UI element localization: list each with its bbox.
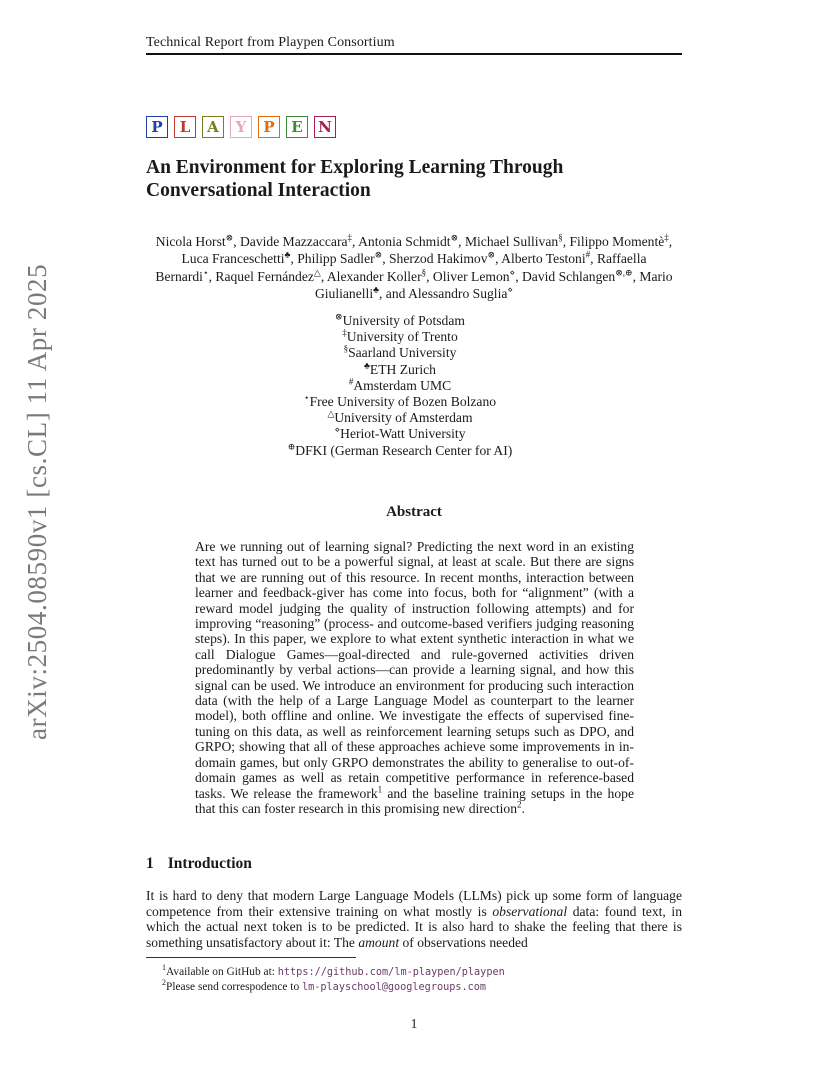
page-number: 1 bbox=[410, 1016, 418, 1031]
footnote: $^2$Please send correspodence to lm-playschool@googlegroups.com bbox=[162, 978, 487, 993]
logo-tile: L bbox=[174, 116, 196, 138]
footnote-rule bbox=[146, 957, 356, 958]
affiliation: ⋄Heriot-Watt University bbox=[334, 424, 466, 442]
affiliation: §Saarland University bbox=[343, 343, 457, 361]
title-line: An Environment for Exploring Learning Through bbox=[146, 157, 564, 178]
footnote-link[interactable]: https://github.com/lm-playpen/playpen bbox=[277, 966, 505, 978]
author: Raffaella Bernardi⋆ bbox=[155, 251, 647, 284]
arxiv-identifier: arXiv:2504.08590v1 [cs.CL] 11 Apr 2025 bbox=[22, 263, 52, 740]
affiliation-list bbox=[200, 313, 600, 459]
author: Antonia Schmidt⊗ bbox=[358, 232, 459, 249]
author: Philipp Sadler⊗ bbox=[297, 249, 383, 267]
section-heading: 1 Introduction bbox=[146, 855, 252, 872]
author: Mario Giulianelli♣ bbox=[314, 268, 673, 301]
author: Alberto Testoni# bbox=[501, 249, 591, 267]
intro-paragraph: It is hard to deny that modern Large Language Models (LLMs) pick up some form of language competence from their extensive training on what mostly is observational data: found text, in which the actual next token is to be predicted. It is also hard to shake the feeling that there is something unsatisfactory about it: The amount of observations needed bbox=[146, 888, 682, 950]
author: Alexander Koller§ bbox=[326, 267, 427, 284]
title-line: Conversational Interaction bbox=[146, 180, 371, 201]
author: Michael Sullivan§ bbox=[464, 232, 563, 249]
running-header: Technical Report from Playpen Consortium bbox=[146, 35, 395, 50]
affiliation: ⊕DFKI (German Research Center for AI) bbox=[287, 441, 513, 458]
abstract-heading: Abstract bbox=[386, 504, 442, 520]
author: Sherzod Hakimov⊗ bbox=[388, 249, 496, 267]
footnote-marker[interactable]: 2 bbox=[517, 799, 522, 810]
author: Davide Mazzaccara‡ bbox=[239, 232, 353, 249]
author: Oliver Lemon⋄ bbox=[432, 267, 516, 284]
logo-tile: E bbox=[286, 116, 308, 138]
abstract-text: Are we running out of learning signal? Predicting the next word in an existing text has turned out to be a powerful signal, at least at scale. But there are signs that we are running out of this resource. In recent months, interaction between learner and feedback-giver has come into focus, both for “alignment” (with a reward model judging the quality of instruction following attempts) and for improving “reasoning” (process- and outcome-based verifiers judging reasoning steps). In this paper, we explore to what extent synthetic interaction in what we call Dialogue Games—goal-directed and rule-governed activities driven predominantly by verbal actions—can provide a learning signal, and how this signal can be used. We introduce an environment for producing such interaction data (with the help of a Large Language Model as counterpart to the learner model), both offline and online. We investigate the effects of supervised fine-tuning on this data, as well as reinforcement learning setups such as DPO, and GRPO; showing that all of these approaches achieve some improvements in in-domain games, but only GRPO demonstrates the ability to generalise to out-of-domain games as well as retain competitive performance in reference-based tasks. We release the framework$^1$ and the baseline training setups in the hope that this can foster research in this promising new direction$^2$. bbox=[195, 539, 634, 816]
logo-tile: P bbox=[146, 116, 168, 138]
header-rule bbox=[146, 53, 682, 55]
affiliation: ⋆Free University of Bozen Bolzano bbox=[303, 392, 497, 410]
author-list: Nicola Horst⊗, Davide Mazzaccara‡, Antonia Schmidt⊗, Michael Sullivan§, Filippo Momentè‡, Luca Franceschetti♣, Philipp Sadler⊗, Sherzod Hakimov⊗, Alberto Testoni#, Raffaella Bernardi⋆, Raquel Fernández△, Alexander Koller§, Oliver Lemon⋄, David Schlangen⊗,⊕, Mario Giulianelli♣, and Alessandro Suglia⋄ bbox=[155, 232, 673, 301]
affiliation: ⊗University of Potsdam bbox=[335, 311, 465, 328]
logo-tile: N bbox=[314, 116, 336, 138]
logo-tile: A bbox=[202, 116, 224, 138]
author: Nicola Horst⊗ bbox=[155, 232, 234, 249]
author: David Schlangen⊗,⊕ bbox=[521, 267, 633, 284]
playpen-logo bbox=[146, 113, 336, 141]
footnote-marker[interactable]: 1 bbox=[377, 783, 383, 794]
author: Alessandro Suglia⋄ bbox=[408, 284, 514, 301]
affiliation: △University of Amsterdam bbox=[327, 408, 473, 426]
author: Luca Franceschetti♣ bbox=[181, 249, 291, 267]
affiliation: #Amsterdam UMC bbox=[348, 376, 452, 393]
affiliation: ‡University of Trento bbox=[342, 327, 458, 345]
logo-tile: P bbox=[258, 116, 280, 138]
footnote-link[interactable]: lm-playschool@googlegroups.com bbox=[302, 981, 487, 993]
affiliation: ♣ETH Zurich bbox=[364, 360, 436, 377]
logo-tile: Y bbox=[230, 116, 252, 138]
author: Raquel Fernández△ bbox=[215, 267, 321, 284]
footnote: $^1$Available on GitHub at: https://github.com/lm-playpen/playpen bbox=[162, 963, 505, 978]
paper-title bbox=[146, 156, 706, 202]
author: Filippo Momentè‡ bbox=[569, 232, 669, 249]
